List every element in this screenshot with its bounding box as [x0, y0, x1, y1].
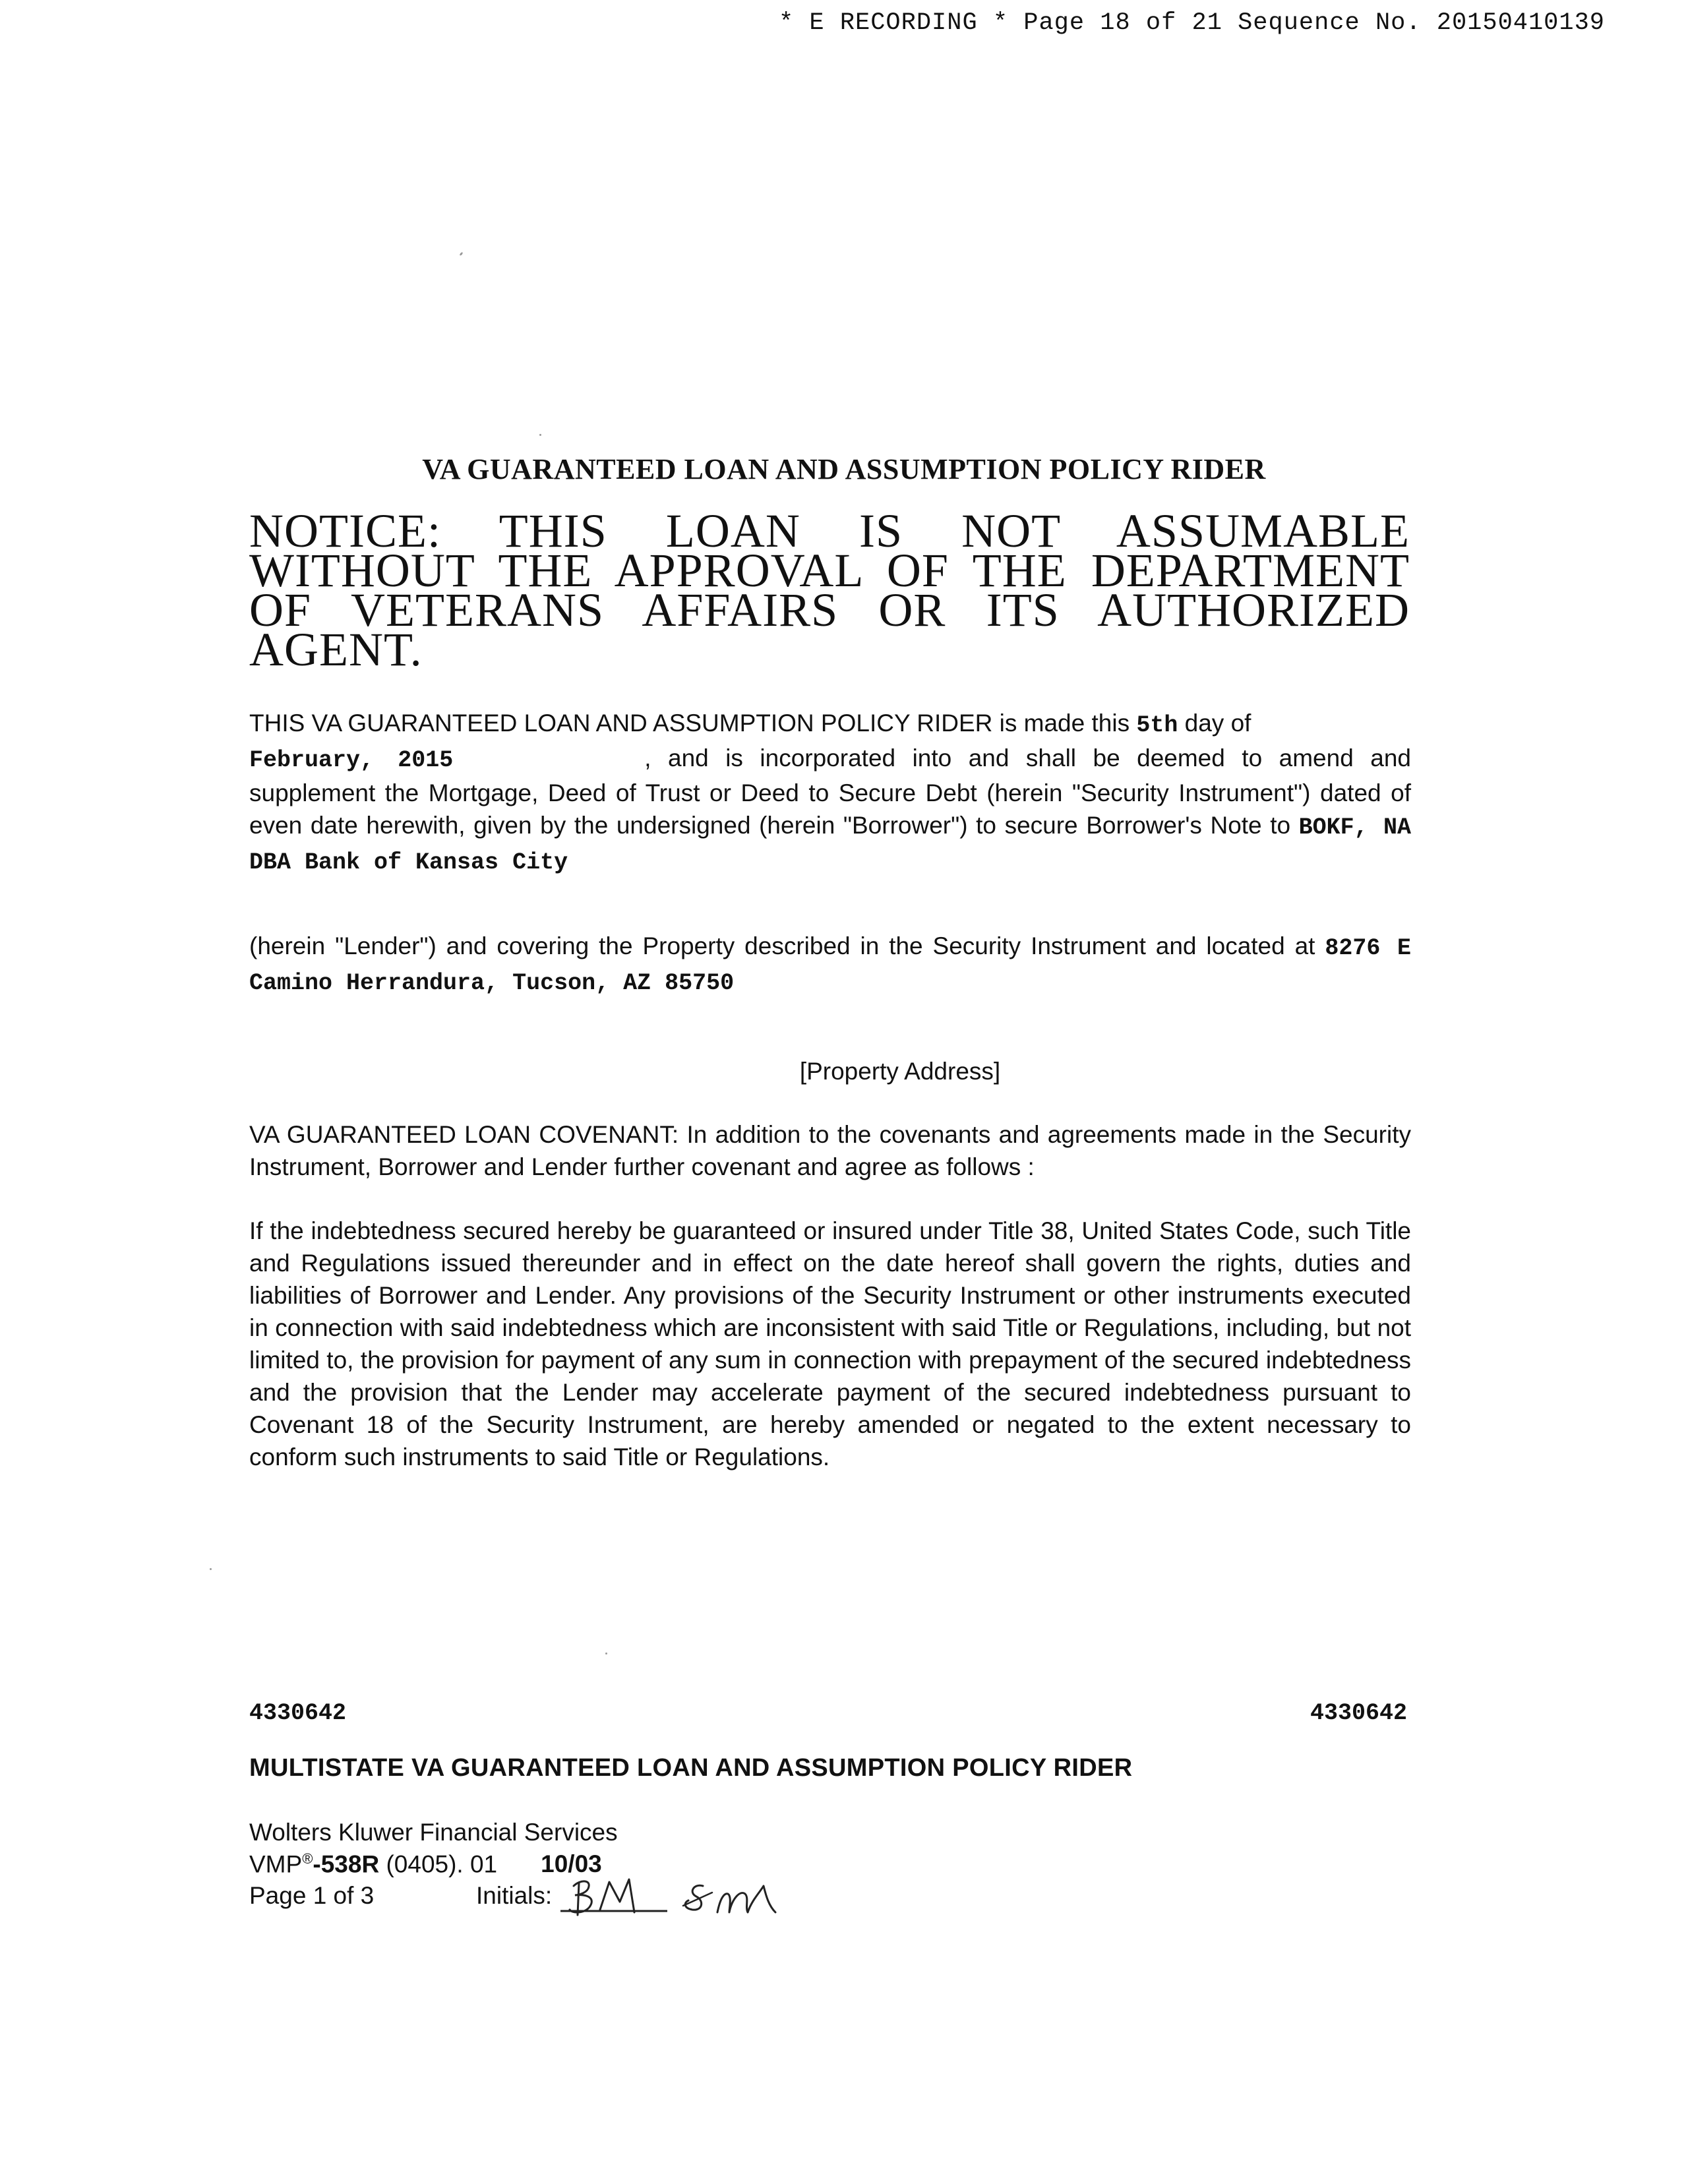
assumption-notice: NOTICE: THIS LOAN IS NOT ASSUMABLE WITHOUT THE APPROVAL OF THE DEPARTMENT OF VETERANS AFFAIRS OR ITS AUTHORIZED AGENT.	[249, 504, 1410, 676]
lender-name: BOKF, NA DBA Bank of Kansas City	[249, 814, 1411, 876]
property-location-paragraph	[249, 930, 1411, 1000]
covenant-intro-paragraph: VA GUARANTEED LOAN COVENANT: In addition to the covenants and agreements made in the Security Instrument, Borrower and Lender further covenant and agree as follows :	[249, 1121, 1411, 1180]
property-address-label: [Property Address]	[799, 1058, 1001, 1085]
recording-stamp: * E RECORDING * Page 18 of 21 Sequence No. 20150410139	[779, 9, 1605, 37]
form-title: MULTISTATE VA GUARANTEED LOAN AND ASSUMPTION POLICY RIDER	[249, 1754, 1133, 1782]
intro-text-b: day of	[1178, 710, 1251, 737]
rider-day: 5th	[1136, 712, 1178, 739]
form-rev: (0405). 01	[379, 1850, 498, 1878]
intro-text-a: THIS VA GUARANTEED LOAN AND ASSUMPTION POLICY RIDER is made this	[249, 710, 1137, 737]
property-address: 8276 E Camino Herrandura, Tucson, AZ 85750	[249, 935, 1411, 996]
rider-month-year: February, 2015	[249, 747, 454, 774]
registered-mark: ®	[302, 1850, 313, 1867]
rider-intro-paragraph	[249, 707, 1411, 879]
form-prefix: VMP	[249, 1850, 303, 1878]
intro-text-c: , and is incorporated into and shall be deemed to amend and supplement the Mortgage, Deed of Trust or Deed to Secure Debt (herein "Security Instrument") dated of even date herewith, given by the undersigned (herein "Borrower") to secure Borrower's Note to	[249, 744, 1411, 839]
form-code: -538R	[313, 1850, 380, 1878]
location-text: (herein "Lender") and covering the Property described in the Security Instrument and located at	[249, 932, 1325, 959]
scan-speck	[210, 1568, 212, 1570]
page-number: Page 1 of 3	[249, 1882, 375, 1909]
loan-number-left: 4330642	[249, 1700, 347, 1726]
form-date: 10/03	[541, 1850, 602, 1878]
document-title: VA GUARANTEED LOAN AND ASSUMPTION POLICY RIDER	[422, 453, 1266, 485]
scan-speck	[605, 1653, 607, 1654]
initials-label: Initials:	[476, 1882, 553, 1909]
scan-speck	[459, 252, 463, 257]
form-vendor: Wolters Kluwer Financial Services	[249, 1819, 618, 1846]
form-id	[249, 1850, 602, 1878]
scan-speck	[539, 434, 541, 436]
loan-number-right: 4330642	[1310, 1700, 1407, 1726]
initials-signatures	[554, 1860, 804, 1932]
covenant-body-paragraph: If the indebtedness secured hereby be guaranteed or insured under Title 38, United States Code, such Title and Regulations issued thereunder and in effect on the date hereof shall govern the rights, duties and liabilities of Borrower and Lender. Any provisions of the Security Instrument or other instruments executed in connection with said indebtedness which are inconsistent with said Title or Regulations, including, but not limited to, the provision for payment of any sum in connection with prepayment of the secured indebtedness and the provision that the Lender may accelerate payment of the secured indebtedness pursuant to Covenant 18 of the Security Instrument, are hereby amended or negated to the extent necessary to conform such instruments to said Title or Regulations.	[249, 1217, 1411, 1471]
